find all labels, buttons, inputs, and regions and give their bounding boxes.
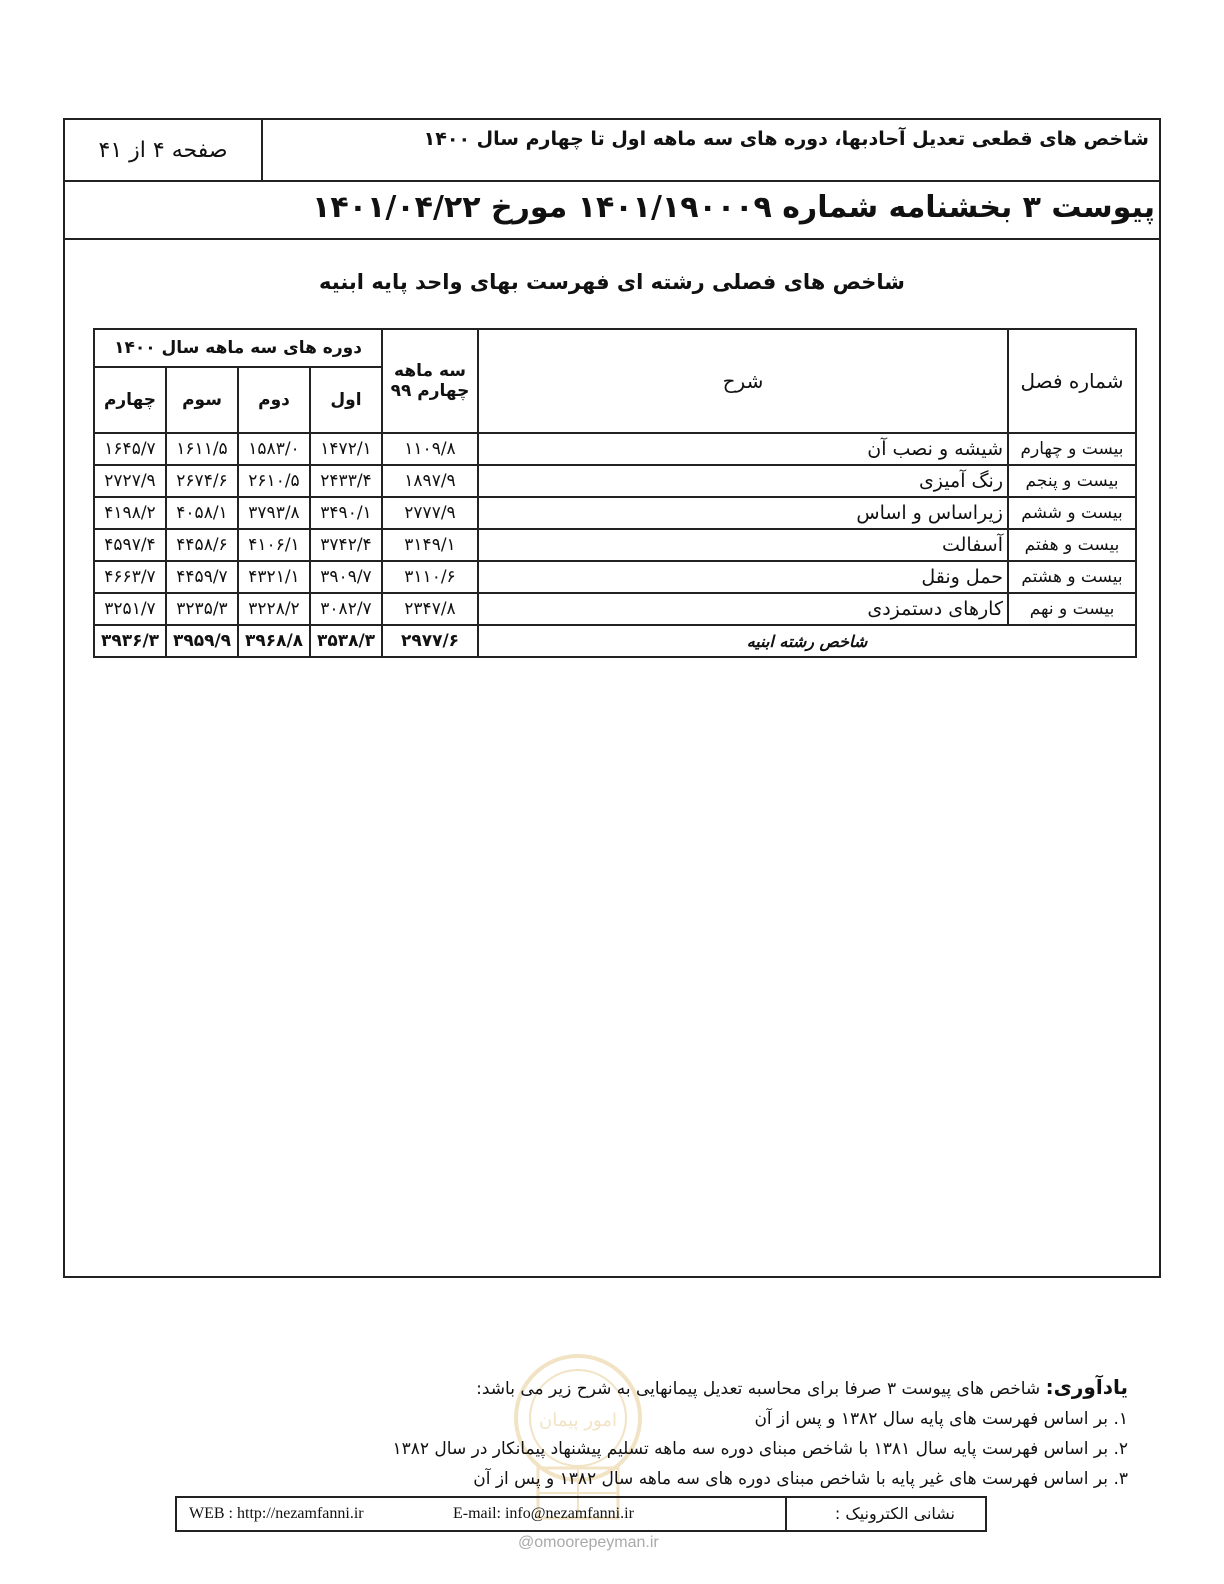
- cell-q4-99: ۲۳۴۷/۸: [382, 593, 478, 625]
- cell-description: آسفالت: [478, 529, 1008, 561]
- total-q2: ۳۹۶۸/۸: [238, 625, 310, 657]
- header-q3: سوم: [166, 367, 238, 433]
- note-item: ۳. بر اساس فهرست های غیر پایه با شاخص مبنای دوره های سه ماهه سال ۱۳۸۲ و پس از آن: [473, 1469, 1128, 1489]
- table-row: [94, 497, 1136, 529]
- total-q3: ۳۹۵۹/۹: [166, 625, 238, 657]
- total-q1: ۳۵۳۸/۳: [310, 625, 382, 657]
- table-row: [94, 561, 1136, 593]
- table-title: شاخص های فصلی رشته ای فهرست بهای واحد پایه ابنیه: [319, 270, 905, 294]
- cell-q1: ۳۷۴۲/۴: [310, 529, 382, 561]
- cell-q3: ۴۰۵۸/۱: [166, 497, 238, 529]
- header-q4-99: سه ماهه چهارم ۹۹: [382, 329, 478, 433]
- index-table: [93, 328, 1137, 658]
- notes-intro-line: [368, 1372, 1128, 1404]
- cell-q2: ۳۲۲۸/۲: [238, 593, 310, 625]
- header-q1: اول: [310, 367, 382, 433]
- notes-section: [368, 1372, 1128, 1494]
- circular-row: [65, 182, 1159, 240]
- cell-q1: ۳۹۰۹/۷: [310, 561, 382, 593]
- cell-q1: ۱۴۷۲/۱: [310, 433, 382, 465]
- header-row: [65, 120, 1159, 182]
- cell-q3: ۲۶۷۴/۶: [166, 465, 238, 497]
- cell-q3: ۱۶۱۱/۵: [166, 433, 238, 465]
- header-q2: دوم: [238, 367, 310, 433]
- cell-description: رنگ آمیزی: [478, 465, 1008, 497]
- total-q4-99: ۲۹۷۷/۶: [382, 625, 478, 657]
- cell-q4-99: ۲۷۷۷/۹: [382, 497, 478, 529]
- cell-q2: ۲۶۱۰/۵: [238, 465, 310, 497]
- table-row: [94, 465, 1136, 497]
- cell-q1: ۳۰۸۲/۷: [310, 593, 382, 625]
- cell-q4-99: ۱۱۰۹/۸: [382, 433, 478, 465]
- cell-description: شیشه و نصب آن: [478, 433, 1008, 465]
- table-row: [94, 433, 1136, 465]
- cell-q4: ۴۶۶۳/۷: [94, 561, 166, 593]
- cell-section: بیست و پنجم: [1008, 465, 1136, 497]
- cell-section: بیست و چهارم: [1008, 433, 1136, 465]
- cell-q4-99: ۳۱۴۹/۱: [382, 529, 478, 561]
- header-description: شرح: [478, 329, 1008, 433]
- cell-q4: ۴۱۹۸/۲: [94, 497, 166, 529]
- footer-label: نشانی الکترونیک :: [785, 1498, 985, 1530]
- total-label: شاخص رشته ابنیه: [478, 625, 1136, 657]
- notes-intro: شاخص های پیوست ۳ صرفا برای محاسبه تعدیل پیمانهایی به شرح زیر می باشد:: [476, 1379, 1041, 1399]
- cell-q2: ۴۱۰۶/۱: [238, 529, 310, 561]
- table-row: [94, 593, 1136, 625]
- cell-section: بیست و ششم: [1008, 497, 1136, 529]
- cell-description: زیراساس و اساس: [478, 497, 1008, 529]
- footer-web[interactable]: WEB : http://nezamfanni.ir: [189, 1505, 364, 1522]
- header-periods-1400: دوره های سه ماهه سال ۱۴۰۰: [94, 329, 382, 367]
- cell-q2: ۳۷۹۳/۸: [238, 497, 310, 529]
- header-section-no: شماره فصل: [1008, 329, 1136, 433]
- cell-q4-99: ۳۱۱۰/۶: [382, 561, 478, 593]
- seal-text: امور پیمان: [539, 1410, 617, 1431]
- page-number: صفحه ۴ از ۴۱: [65, 120, 263, 180]
- note-item: ۱. بر اساس فهرست های پایه سال ۱۳۸۲ و پس از آن: [754, 1409, 1128, 1429]
- cell-q3: ۳۲۳۵/۳: [166, 593, 238, 625]
- footer-email[interactable]: E-mail: info@nezamfanni.ir: [453, 1505, 634, 1522]
- total-q4: ۳۹۳۶/۳: [94, 625, 166, 657]
- cell-section: بیست و هفتم: [1008, 529, 1136, 561]
- cell-q1: ۳۴۹۰/۱: [310, 497, 382, 529]
- page-frame: [63, 118, 1161, 1278]
- cell-q4-99: ۱۸۹۷/۹: [382, 465, 478, 497]
- cell-q2: ۱۵۸۳/۰: [238, 433, 310, 465]
- note-item: ۲. بر اساس فهرست پایه سال ۱۳۸۱ با شاخص مبنای دوره سه ماهه تسلیم پیشنهاد پیمانکار در سال ۱۳۸۲: [392, 1439, 1128, 1459]
- circular-reference: پیوست ۳ بخشنامه شماره ۱۴۰۱/۱۹۰۰۰۹ مورخ ۱۴۰۱/۰۴/۲۲: [312, 190, 1155, 225]
- cell-description: حمل ونقل: [478, 561, 1008, 593]
- footer-box: [175, 1496, 987, 1532]
- cell-q3: ۴۴۵۸/۶: [166, 529, 238, 561]
- watermark-text: @omoorepeyman.ir: [518, 1534, 659, 1551]
- notes-lead: یادآوری:: [1045, 1375, 1128, 1399]
- cell-q2: ۴۳۲۱/۱: [238, 561, 310, 593]
- total-row: [94, 625, 1136, 657]
- cell-q4: ۳۲۵۱/۷: [94, 593, 166, 625]
- cell-description: کارهای دستمزدی: [478, 593, 1008, 625]
- cell-q4: ۲۷۲۷/۹: [94, 465, 166, 497]
- table-row: [94, 529, 1136, 561]
- cell-q4: ۱۶۴۵/۷: [94, 433, 166, 465]
- header-q4: چهارم: [94, 367, 166, 433]
- cell-q3: ۴۴۵۹/۷: [166, 561, 238, 593]
- cell-section: بیست و نهم: [1008, 593, 1136, 625]
- cell-q4: ۴۵۹۷/۴: [94, 529, 166, 561]
- document-title: شاخص های قطعی تعدیل آحادبها، دوره های سه ماهه اول تا چهارم سال ۱۴۰۰: [423, 128, 1149, 150]
- cell-q1: ۲۴۳۳/۴: [310, 465, 382, 497]
- cell-section: بیست و هشتم: [1008, 561, 1136, 593]
